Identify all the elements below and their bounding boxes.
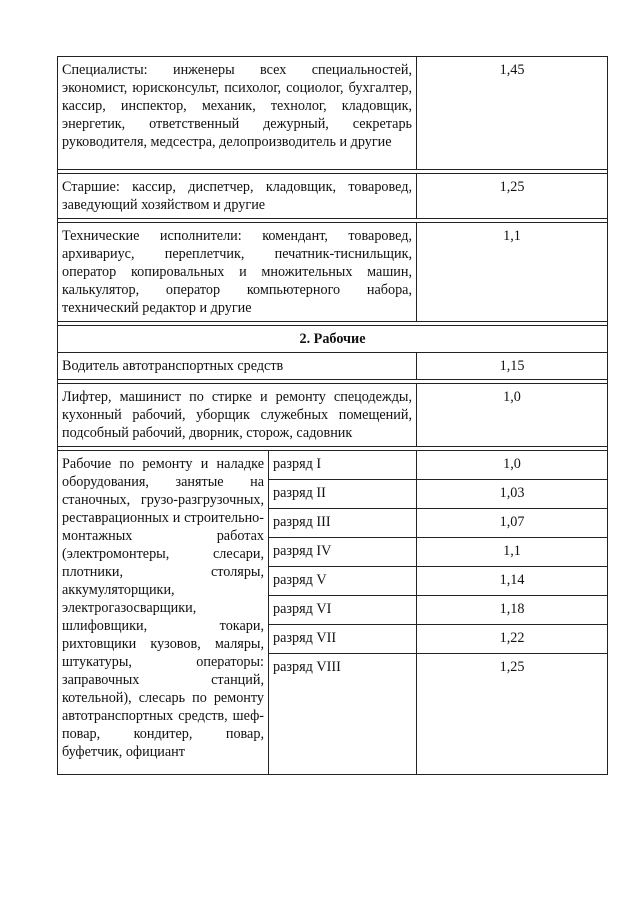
section-header-row — [58, 326, 608, 353]
table-row — [58, 223, 608, 322]
table-row — [58, 353, 608, 380]
rank-row — [58, 451, 608, 480]
table-row — [58, 57, 608, 170]
position-description: Специалисты: инженеры всех специальностей, экономист, юрисконсульт, психолог, социолог, бухгалтер, кассир, инспектор, механик, технолог, кладовщик, энергетик, ответственный дежурный, секретарь руководителя, медсестра, делопроизводитель и другие — [58, 57, 417, 170]
coefficient-value: 1,1 — [417, 223, 608, 322]
coefficient-value: 1,22 — [417, 625, 608, 654]
coefficients-table — [57, 56, 608, 775]
position-description: Водитель автотранспортных средств — [58, 353, 417, 380]
coefficient-value: 1,03 — [417, 480, 608, 509]
rank-label: разряд VIII — [269, 654, 417, 775]
coefficient-value: 1,14 — [417, 567, 608, 596]
rank-label: разряд I — [269, 451, 417, 480]
rank-label: разряд II — [269, 480, 417, 509]
coefficient-value: 1,1 — [417, 538, 608, 567]
repair-workers-description: Рабочие по ремонту и наладке оборудования, занятые на станочных, грузо-разгрузочных, реставрационных и строительно-монтажных работах (электромонтеры, слесари, плотники, столяры, аккумуляторщики, электрогазосварщики, шлифовщики, токари, рихтовщики кузовов, маляры, штукатуры, операторы: заправочных станций, котельной), слесарь по ремонту автотранспортных средств, шеф-повар, кондитер, повар, буфетчик, официант — [58, 451, 269, 775]
rank-label: разряд VII — [269, 625, 417, 654]
coefficient-value: 1,15 — [417, 353, 608, 380]
rank-label: разряд III — [269, 509, 417, 538]
coefficient-value: 1,25 — [417, 174, 608, 219]
position-description: Технические исполнители: комендант, товаровед, архивариус, переплетчик, печатник-тиснильщик, оператор копировальных и множительных машин, калькулятор, оператор компьютерного набора, технический редактор и другие — [58, 223, 417, 322]
table-row — [58, 174, 608, 219]
coefficient-value: 1,07 — [417, 509, 608, 538]
coefficient-value: 1,0 — [417, 384, 608, 447]
rank-label: разряд VI — [269, 596, 417, 625]
coefficient-value: 1,25 — [417, 654, 608, 775]
position-description: Старшие: кассир, диспетчер, кладовщик, товаровед, заведующий хозяйством и другие — [58, 174, 417, 219]
coefficient-value: 1,18 — [417, 596, 608, 625]
position-description: Лифтер, машинист по стирке и ремонту спецодежды, кухонный рабочий, уборщик служебных помещений, подсобный рабочий, дворник, сторож, садовник — [58, 384, 417, 447]
section-title: 2. Рабочие — [58, 326, 608, 353]
coefficient-value: 1,45 — [417, 57, 608, 170]
rank-label: разряд IV — [269, 538, 417, 567]
rank-label: разряд V — [269, 567, 417, 596]
table-row — [58, 384, 608, 447]
coefficient-value: 1,0 — [417, 451, 608, 480]
